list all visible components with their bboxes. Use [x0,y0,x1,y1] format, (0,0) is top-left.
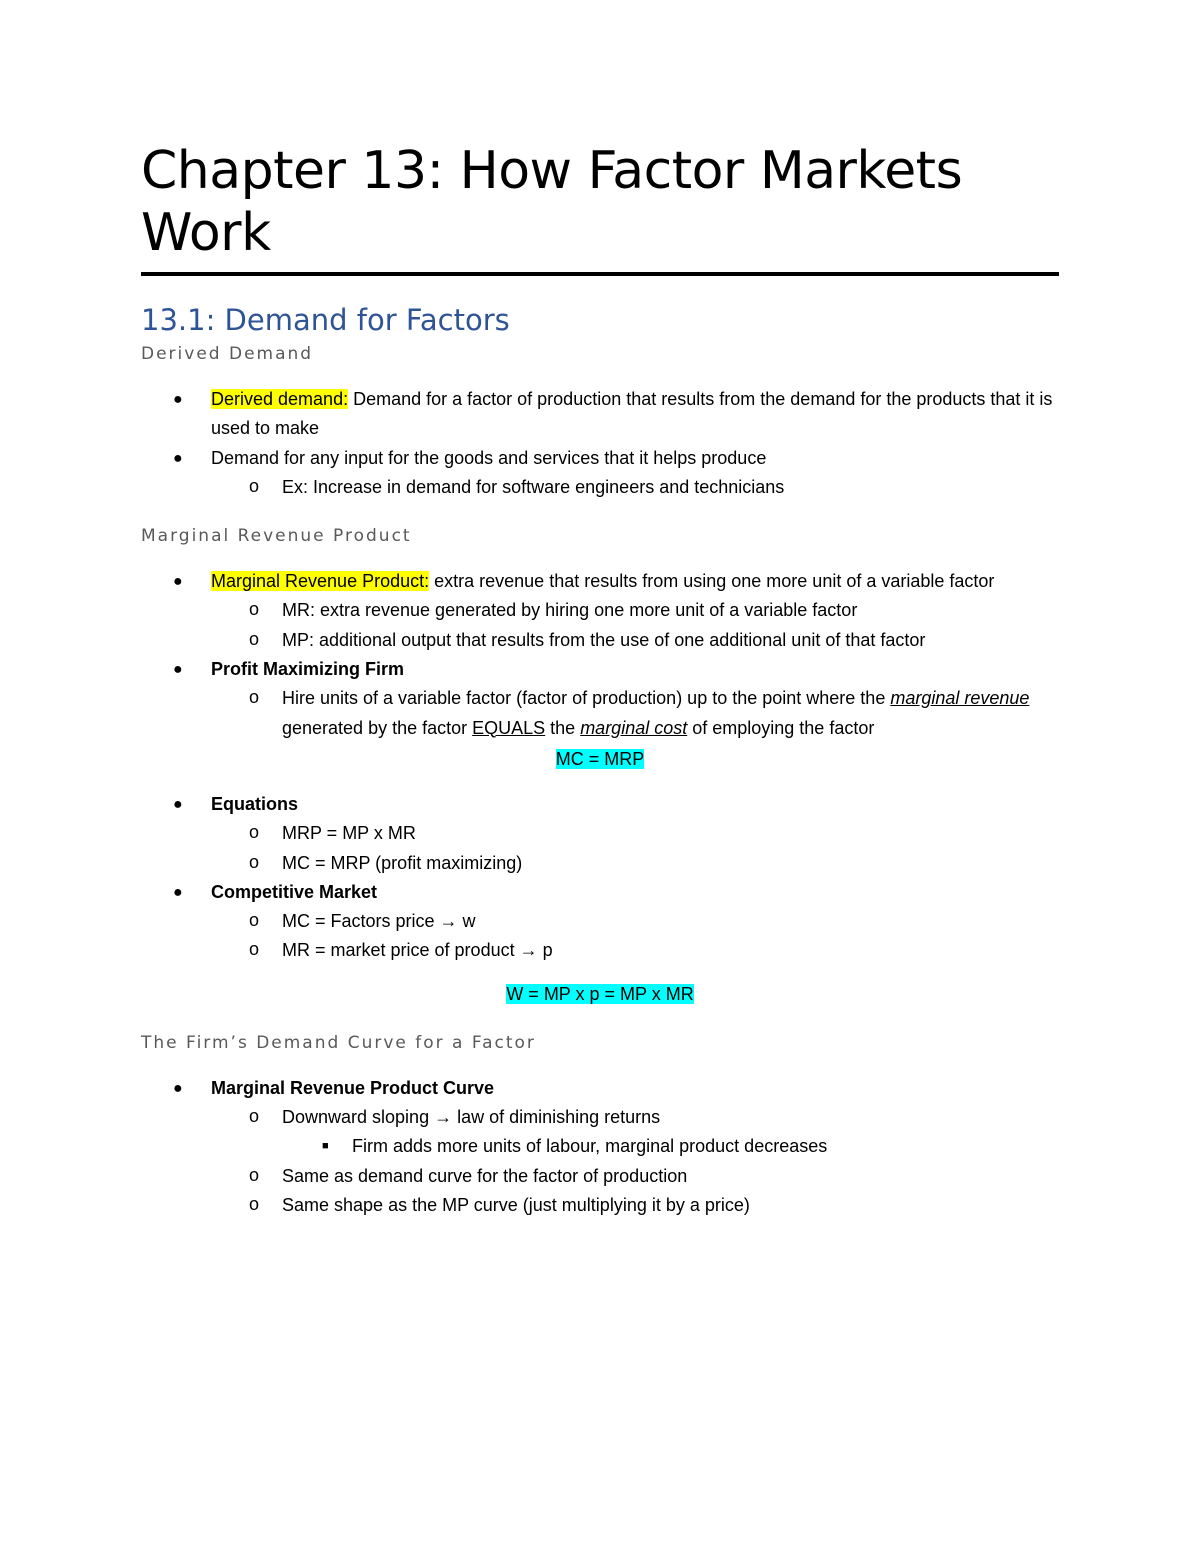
sub-item-text: generated by the factor [282,717,473,738]
sub-list-item [141,819,1059,848]
sub-list-item [141,626,1059,655]
circle-bullet-icon: o [249,1193,260,1214]
page-title: Chapter 13: How Factor Markets Work [141,141,963,263]
sub-list-item [141,936,1059,965]
sub-item-text: MR = market price of product → p [282,940,553,961]
sub-item-text: MP: additional output that results from the use of one additional unit of that factor [282,629,926,650]
bullet-icon: ● [173,661,183,679]
bullet-icon: ● [173,573,183,591]
sub-sub-list-item [141,1132,1059,1161]
underlined-text: EQUALS [472,717,546,738]
sub-item-text: Hire units of a variable factor (factor of production) up to the point where the [282,688,891,709]
circle-bullet-icon: o [249,628,260,649]
sub-item-text: MC = Factors price → w [282,911,476,932]
list-item [141,655,1059,743]
mrp-list [141,567,1059,743]
equation-centered [141,745,1059,774]
equation-highlight: MC = MRP [555,748,645,769]
list-item [141,790,1059,878]
derived-demand-list [141,385,1059,502]
sub-item-text: Same as demand curve for the factor of production [282,1165,688,1186]
circle-bullet-icon: o [249,851,260,872]
definition-text: extra revenue that results from using one more unit of a variable factor [429,571,995,592]
subheading-marginal-revenue-product: Marginal Revenue Product [141,526,412,547]
sub-item-text: MRP = MP x MR [282,823,416,844]
circle-bullet-icon: o [249,822,260,843]
sub-item-text: Downward sloping → law of diminishing returns [282,1107,661,1128]
sub-list-item [141,473,1059,502]
list-item [141,878,1059,966]
bullet-icon: ● [173,1079,183,1097]
list-item-text: Demand for any input for the goods and services that it helps produce [211,447,767,468]
list-item [141,1074,1059,1220]
emphasis-text: marginal revenue [890,688,1030,709]
mrp-list-continued [141,790,1059,966]
sub-list-item [141,907,1059,936]
circle-bullet-icon: o [249,475,260,496]
sub-item-text: Ex: Increase in demand for software engineers and technicians [282,476,785,497]
title-divider [141,272,1059,276]
bullet-icon: ● [173,795,183,813]
bold-label: Profit Maximizing Firm [211,659,405,680]
sub-item-text: the [545,717,581,738]
sub-list-item [141,1103,1059,1162]
bold-label: Competitive Market [211,881,378,902]
circle-bullet-icon: o [249,1106,260,1127]
subheading-firm-demand-curve: The Firm’s Demand Curve for a Factor [141,1032,536,1053]
bullet-icon: ● [173,449,183,467]
equation-highlight: W = MP x p = MP x MR [506,983,694,1004]
sub-list-item [141,1162,1059,1191]
curve-list [141,1074,1059,1220]
sub-list-item [141,596,1059,625]
sub-list-item [141,849,1059,878]
equation-centered [141,980,1059,1009]
sub-list-item [141,684,1059,743]
circle-bullet-icon: o [249,939,260,960]
square-bullet-icon: ■ [322,1140,329,1153]
list-item [141,444,1059,503]
sub-list-item [141,1191,1059,1220]
sub-item-text: of employing the factor [687,717,875,738]
sub-item-text: MR: extra revenue generated by hiring one more unit of a variable factor [282,600,858,621]
bullet-icon: ● [173,883,183,901]
bullet-icon: ● [173,391,183,408]
section-heading: 13.1: Demand for Factors [141,303,510,337]
circle-bullet-icon: o [249,687,260,708]
term-highlight: Derived demand: [211,389,349,409]
sub-item-text: MC = MRP (profit maximizing) [282,852,523,873]
sub-item-text: Same shape as the MP curve (just multiplying it by a price) [282,1194,750,1215]
list-item [141,567,1059,655]
list-item [141,385,1059,444]
bold-label: Marginal Revenue Product Curve [211,1077,495,1098]
circle-bullet-icon: o [249,599,260,620]
circle-bullet-icon: o [249,1164,260,1185]
subheading-derived-demand: Derived Demand [141,344,314,364]
document-page [141,140,1059,1220]
emphasis-text: marginal cost [580,717,688,738]
term-highlight: Marginal Revenue Product: [211,571,430,592]
circle-bullet-icon: o [249,910,260,931]
sub-sub-item-text: Firm adds more units of labour, marginal product decreases [352,1136,828,1157]
bold-label: Equations [211,793,299,814]
definition-text: Demand for a factor of production that results from the demand for the products that it is used to make [211,389,1053,439]
